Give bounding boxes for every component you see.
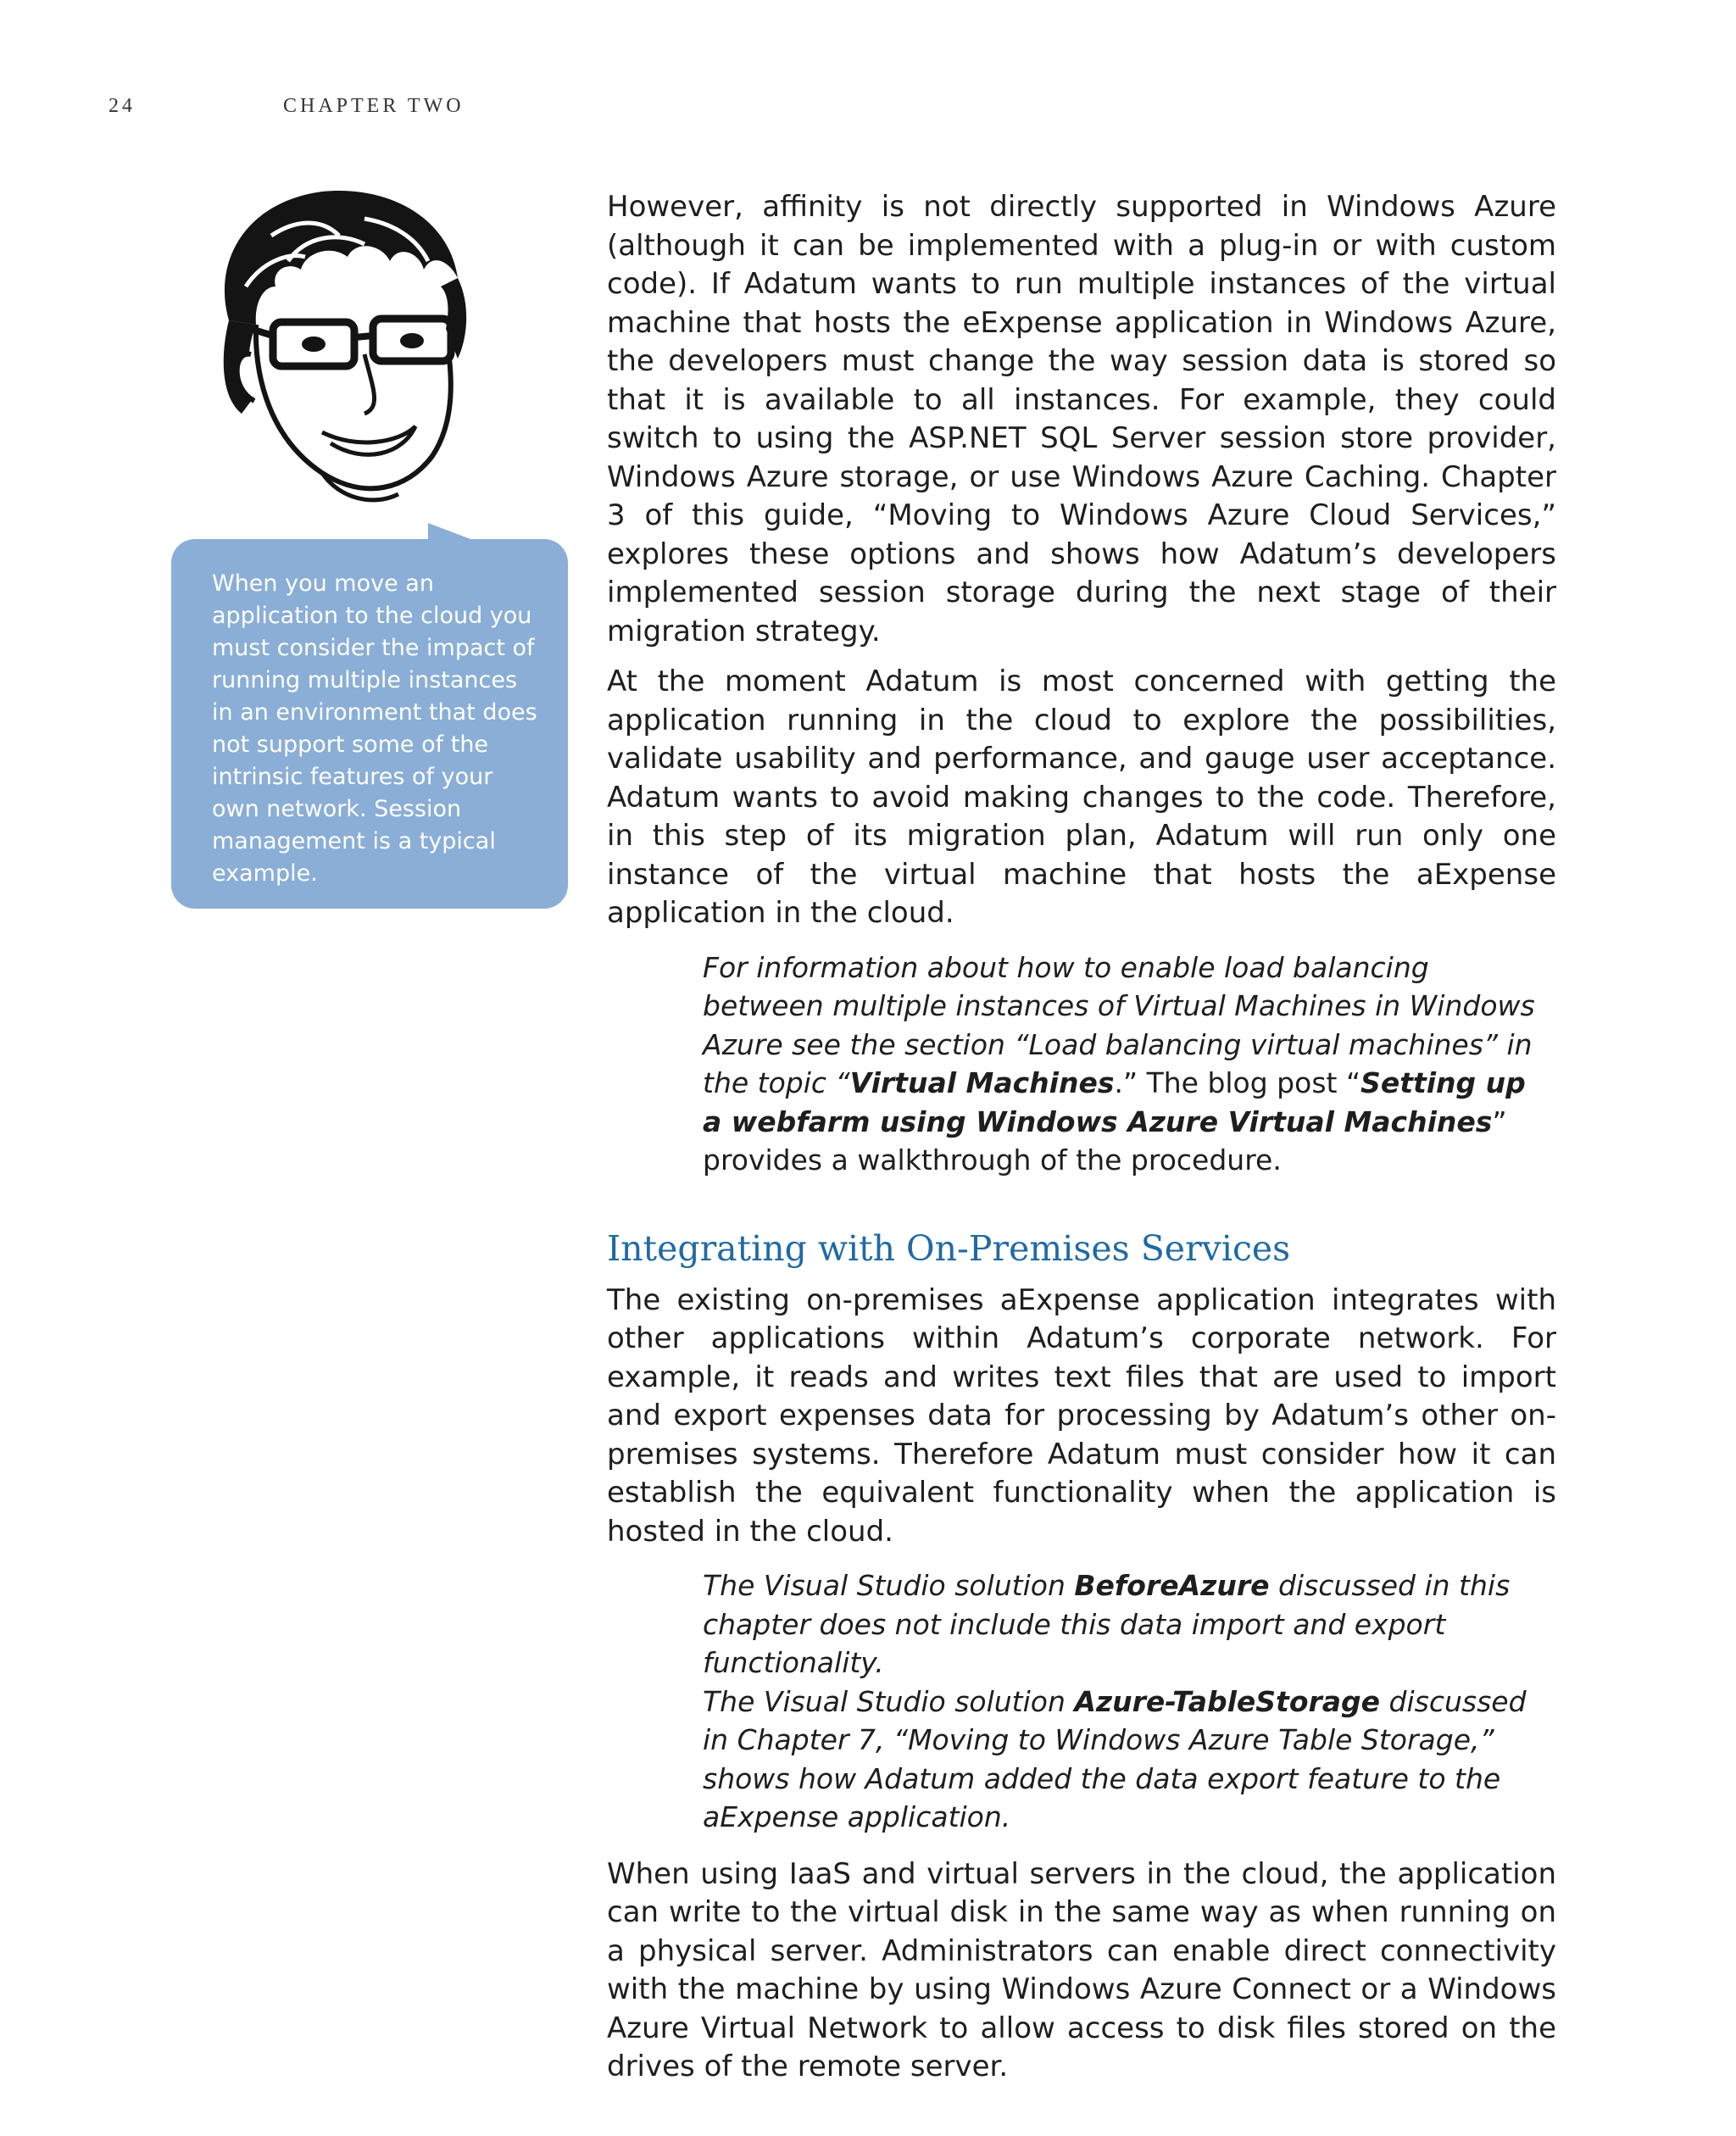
paragraph-affinity: However, affinity is not directly supported in Windows Azure (although it can be implemented with a plug-in or with custom code). If Adatum wants to run multiple instances of the virtual machine that hosts the eExpense application in Windows Azure, the developers must change the way session data is stored so that it is available to all instances. For example, they could switch to using the ASP.NET SQL Server session store provider, Windows Azure storage, or use Windows Azure Caching. Chapter 3 of this guide, “Moving to Windows Azure Cloud Services,” explores these options and shows how Adatum’s developers implemented session storage during the next stage of their migration strategy. [607, 190, 1556, 648]
character-portrait-icon [195, 185, 483, 515]
paragraph-integration: The existing on-premises aExpense application integrates with other applications within Adatum’s corporate network. For example, it reads and writes text files that are used to import and export expenses data for processing by Adatum’s other on-premises systems. Therefore Adatum must consider how it can establish the equivalent functionality when the application is hosted in the cloud. [607, 1282, 1556, 1549]
note-text: For information about how to enable load balancing between multiple instances of Virtual Machines in Windows Azure see the section “Load balancing virtual machines” in the topic “ [703, 950, 1535, 1099]
note-text: ” provides a walkthrough of the procedure. [703, 1104, 1507, 1176]
note-text: .” The blog post “ [1114, 1066, 1361, 1099]
sidebar-callout [171, 539, 568, 909]
chapter-label: CHAPTER TWO [283, 95, 465, 117]
paragraph-iaas: When using IaaS and virtual servers in the cloud, the application can write to the virtual disk in the same way as when running on a physical server. Administrators can enable direct connectivity with the machine by using Windows Azure Connect or a Windows Azure Virtual Network to allow access to disk files stored on the drives of the remote server. [607, 1856, 1556, 2083]
link-webfarm-blog[interactable]: Setting up a webfarm using Windows Azure Virtual Machines [703, 1066, 1526, 1138]
solution-name: BeforeAzure [1074, 1569, 1270, 1602]
note-line-beforeazure: The Visual Studio solution BeforeAzure discussed in this chapter does not include this data import and export functionality. [703, 1569, 1511, 1679]
solution-name: Azure-TableStorage [1074, 1684, 1381, 1718]
section-heading: Integrating with On-Premises Services [607, 1227, 1291, 1269]
paragraph-migration-step: At the moment Adatum is most concerned with getting the application running in the cloud to explore the possibilities, validate usability and performance, and gauge user acceptance. Adatum wants to avoid making changes to the code. Therefore, in this step of its migration plan, Adatum will run only one instance of the virtual machine that hosts the aExpense application in the cloud. [607, 665, 1556, 930]
running-head [108, 95, 702, 129]
note-visual-studio [703, 1566, 1550, 1837]
link-virtual-machines[interactable]: Virtual Machines [849, 1066, 1115, 1099]
callout-text: When you move an application to the cloud you must consider the impact of running multiple instances in an environment that does not support some of the intrinsic features of your own network. Session management is a typical example. [212, 570, 537, 887]
note-line-tablestorage: The Visual Studio solution Azure-TableStorage discussed in Chapter 7, “Moving to Windows Azure Table Storage,” shows how Adatum added the data export feature to the aExpense application. [703, 1684, 1527, 1833]
main-content [607, 188, 1556, 2099]
page-number: 24 [108, 95, 136, 117]
note-load-balancing [703, 948, 1550, 1180]
